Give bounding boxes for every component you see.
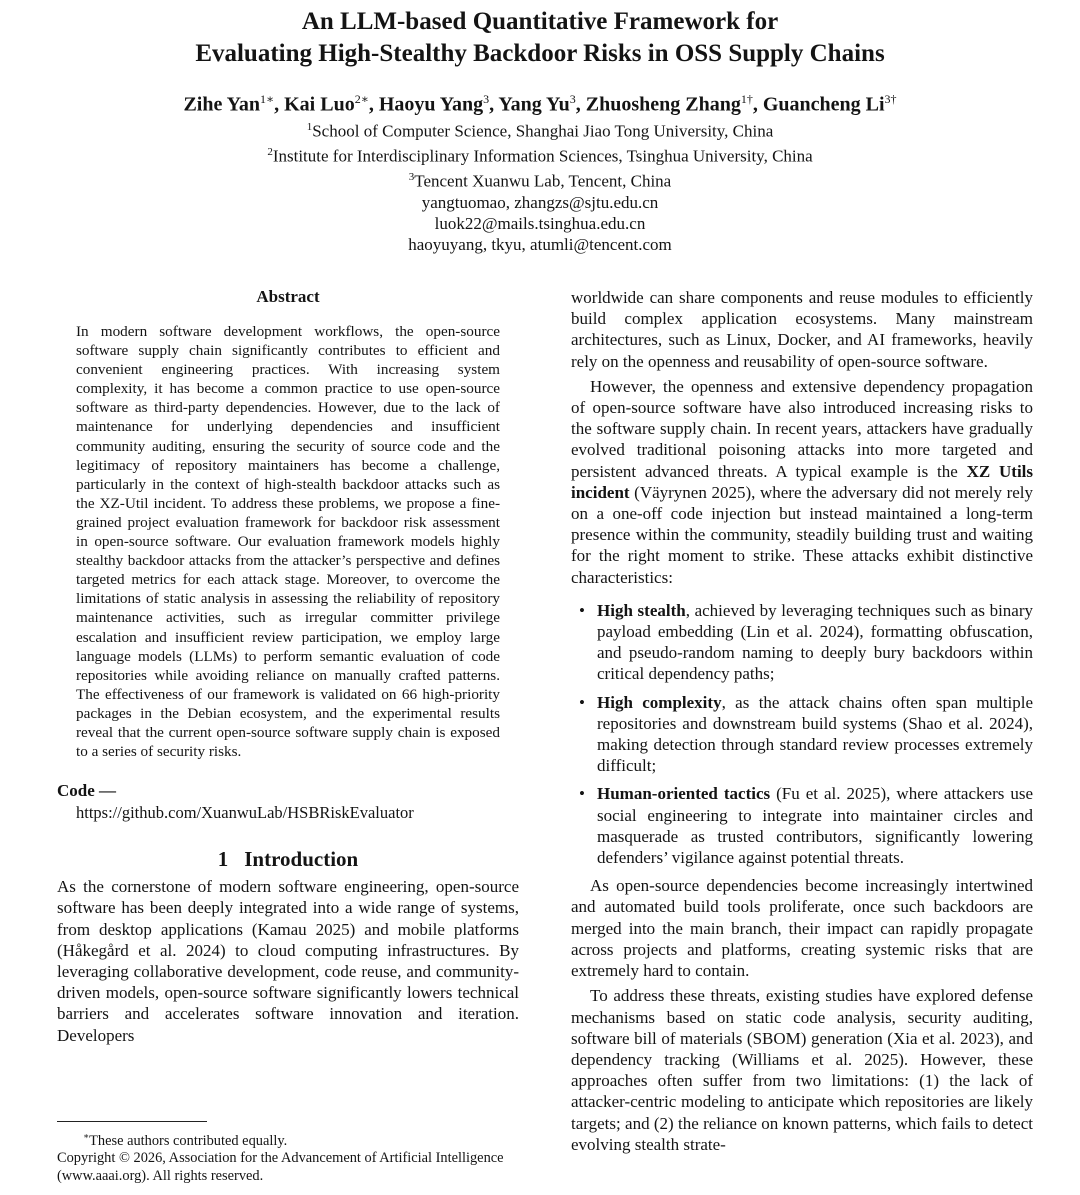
footnote-rule <box>57 1121 207 1122</box>
list-item-term: Human-oriented tactics <box>597 784 771 804</box>
title-line-2: Evaluating High-Stealthy Backdoor Risks in OSS Supply Chains <box>195 40 885 67</box>
list-item-text: , achieved by leveraging techniques such as binary payload embedding (Lin et al. 2024), formatting obfuscation, and pseudo-random naming to deeply bury backdoors within critical dependency paths; <box>597 600 1033 684</box>
left-column <box>57 284 519 1046</box>
author-name: Guancheng Li <box>762 93 885 116</box>
abstract-text: In modern software development workflows, the open-source software supply chain significantly contributes to efficient and convenient engineering practices. With increasing system complexity, it has become a common practice to use open-source software as third-party dependencies. However, due to the lack of maintenance for underlying dependencies and insufficient community auditing, ensuring the security of source code and the legitimacy of repository maintainers has become a challenge, particularly in the context of high-stealth backdoor attacks such as the XZ-Util incident. To address these problems, we propose a fine-grained project evaluation framework for backdoor risk assessment in open-source software. Our evaluation framework models highly stealthy backdoor attacks from the attacker’s perspective and defines targeted metrics for each attack stage. Moreover, to overcome the limitations of static analysis in assessing the reliability of repository maintenance activities, such as irregular committer privilege escalation and insufficient review participation, we employ large language models (LLMs) to perform semantic evaluation of code repositories while avoiding reliance on manually crafted patterns. The effectiveness of our framework is validated on 66 high-priority packages in the Debian ecosystem, and the experimental results reveal that the current open-source software supply chain is exposed to a series of security risks. <box>76 323 500 761</box>
author-mark: 3 <box>569 92 576 106</box>
right-column <box>571 287 1033 1159</box>
bullet-dot: • <box>579 784 585 804</box>
intro-paragraph-3: As open-source dependencies become increasingly intertwined and automated build tools proliferate, once such backdoors are merged into the main branch, their impact can rapidly propagate across projects and platforms, creating systemic risks that are extremely hard to contain. <box>571 876 1033 981</box>
section-title: Introduction <box>244 847 359 872</box>
footnote-text: These authors contributed equally. <box>89 1132 288 1149</box>
footnote-mark: ∗ <box>83 1131 90 1141</box>
email[interactable]: yangtuomao, zhangzs@sjtu.edu.cn <box>421 192 659 212</box>
author-mark: 3† <box>884 92 897 106</box>
list-item <box>571 692 1033 777</box>
section-heading-introduction <box>57 846 519 872</box>
code-label: Code — <box>57 781 117 801</box>
affiliation <box>0 142 1080 167</box>
characteristics-list <box>571 600 1033 868</box>
email[interactable]: luok22@mails.tsinghua.edu.cn <box>434 213 646 233</box>
affiliation <box>0 117 1080 142</box>
affiliation-number: 1 <box>306 121 313 133</box>
affiliation <box>0 167 1080 192</box>
paragraph-text: However, the openness and extensive dependency propagation of open-source software have also introduced increasing risks to the software supply chain. In recent years, attackers have gradually evolved traditional poisoning attacks into more targeted and persistent advanced threats. A typical example is the <box>571 376 1033 481</box>
bullet-dot: • <box>579 600 585 620</box>
author-mark: 1∗ <box>259 92 275 106</box>
author-name: Zihe Yan <box>183 93 260 116</box>
intro-paragraph-4: To address these threats, existing studies have explored defense mechanisms based on static code analysis, security auditing, software bill of materials (SBOM) generation (Xia et al. 2023), and dependency tracking (Williams et al. 2025). However, these approaches often suffer from two limitations: (1) the lack of attacker-centric modeling to anticipate which repositories are likely targets; and (2) the reliance on known patterns, which fails to detect evolving stealth strate- <box>571 986 1033 1154</box>
list-item <box>571 783 1033 868</box>
author-list: Zihe Yan$^{1∗}$, Kai Luo$^{2∗}$, Haoyu Yang$^3$, Yang Yu$^3$, Zhuosheng Zhang$^{1\dagger}$, Guancheng $Li^{3\dagger}$ <box>183 92 897 116</box>
intro-paragraph-1-continued: worldwide can share components and reuse modules to efficiently build complex application ecosystems. Many mainstream architectures, such as Linux, Docker, and AI frameworks, heavily rely on the openness and reusability of open-source software. <box>571 288 1033 371</box>
author-name: Zhuosheng Zhang <box>585 93 741 116</box>
section-number: 1 <box>217 847 229 872</box>
author-mark: 3 <box>483 92 490 106</box>
bullet-dot: • <box>579 692 585 712</box>
affiliation-number: 2 <box>267 145 273 158</box>
affiliation-text: Tencent Xuanwu Lab, Tencent, China <box>414 171 672 191</box>
copyright-notice: Copyright © 2026, Association for the Advancement of Artificial Intelligence (www.aaai.org). All rights reserved. <box>57 1150 504 1184</box>
list-item-term: High stealth <box>597 600 686 620</box>
code-url-link[interactable]: https://github.com/XuanwuLab/HSBRiskEvaluator <box>76 803 414 823</box>
intro-paragraph-2 <box>571 376 1033 588</box>
affiliation-block <box>0 117 1080 255</box>
title-line-1: An LLM-based Quantitative Framework for <box>301 8 779 35</box>
intro-paragraph-1: As the cornerstone of modern software engineering, open-source software has been deeply integrated into a wide range of systems, from desktop applications (Kamau 2025) and mobile platforms (Håkegård et al. 2024) to cloud computing infrastructures. By leveraging collaborative development, code reuse, and community-driven models, open-source software significantly lowers technical barriers and accelerates software innovation and iteration. Developers <box>57 877 519 1045</box>
author-name: Haoyu Yang <box>378 93 484 116</box>
list-item-text: , as the attack chains often span multiple repositories and downstream build systems (Shao et al. 2024), making detection through standard review processes extremely difficult; <box>597 692 1033 776</box>
list-item <box>571 600 1033 685</box>
affiliation-number: 3 <box>408 170 415 183</box>
equal-contribution-footnote <box>57 1128 519 1150</box>
abstract-heading: Abstract <box>256 287 320 306</box>
footnotes <box>57 1121 519 1185</box>
xz-utils-incident-term: XZ Utils incident <box>571 461 1034 502</box>
list-item-term: High complexity <box>597 692 722 712</box>
author-name: Yang Yu <box>498 93 570 116</box>
affiliation-text: School of Computer Science, Shanghai Jiao Tong University, China <box>312 121 774 141</box>
paper-title <box>0 6 1080 70</box>
paragraph-text: (Väyrynen 2025), where the adversary did not merely rely on a one-off code injection but instead maintained a long-term presence within the community, steadily building trust and waiting for the right moment to strike. These attacks exhibit distinctive characteristics: <box>571 482 1033 587</box>
author-mark: 2∗ <box>354 92 369 106</box>
author-mark: 1† <box>740 92 753 106</box>
author-name: Kai Luo <box>284 93 355 116</box>
affiliation-text: Institute for Interdisciplinary Information Sciences, Tsinghua University, China <box>272 146 813 166</box>
email[interactable]: haoyuyang, tkyu, atumli@tencent.com <box>408 234 672 254</box>
list-item-text: (Fu et al. 2025), where attackers use social engineering to integrate into maintainer circles and masquerade as trusted contributors, significantly lowering defenders’ vigilance against potential threats. <box>597 784 1033 868</box>
